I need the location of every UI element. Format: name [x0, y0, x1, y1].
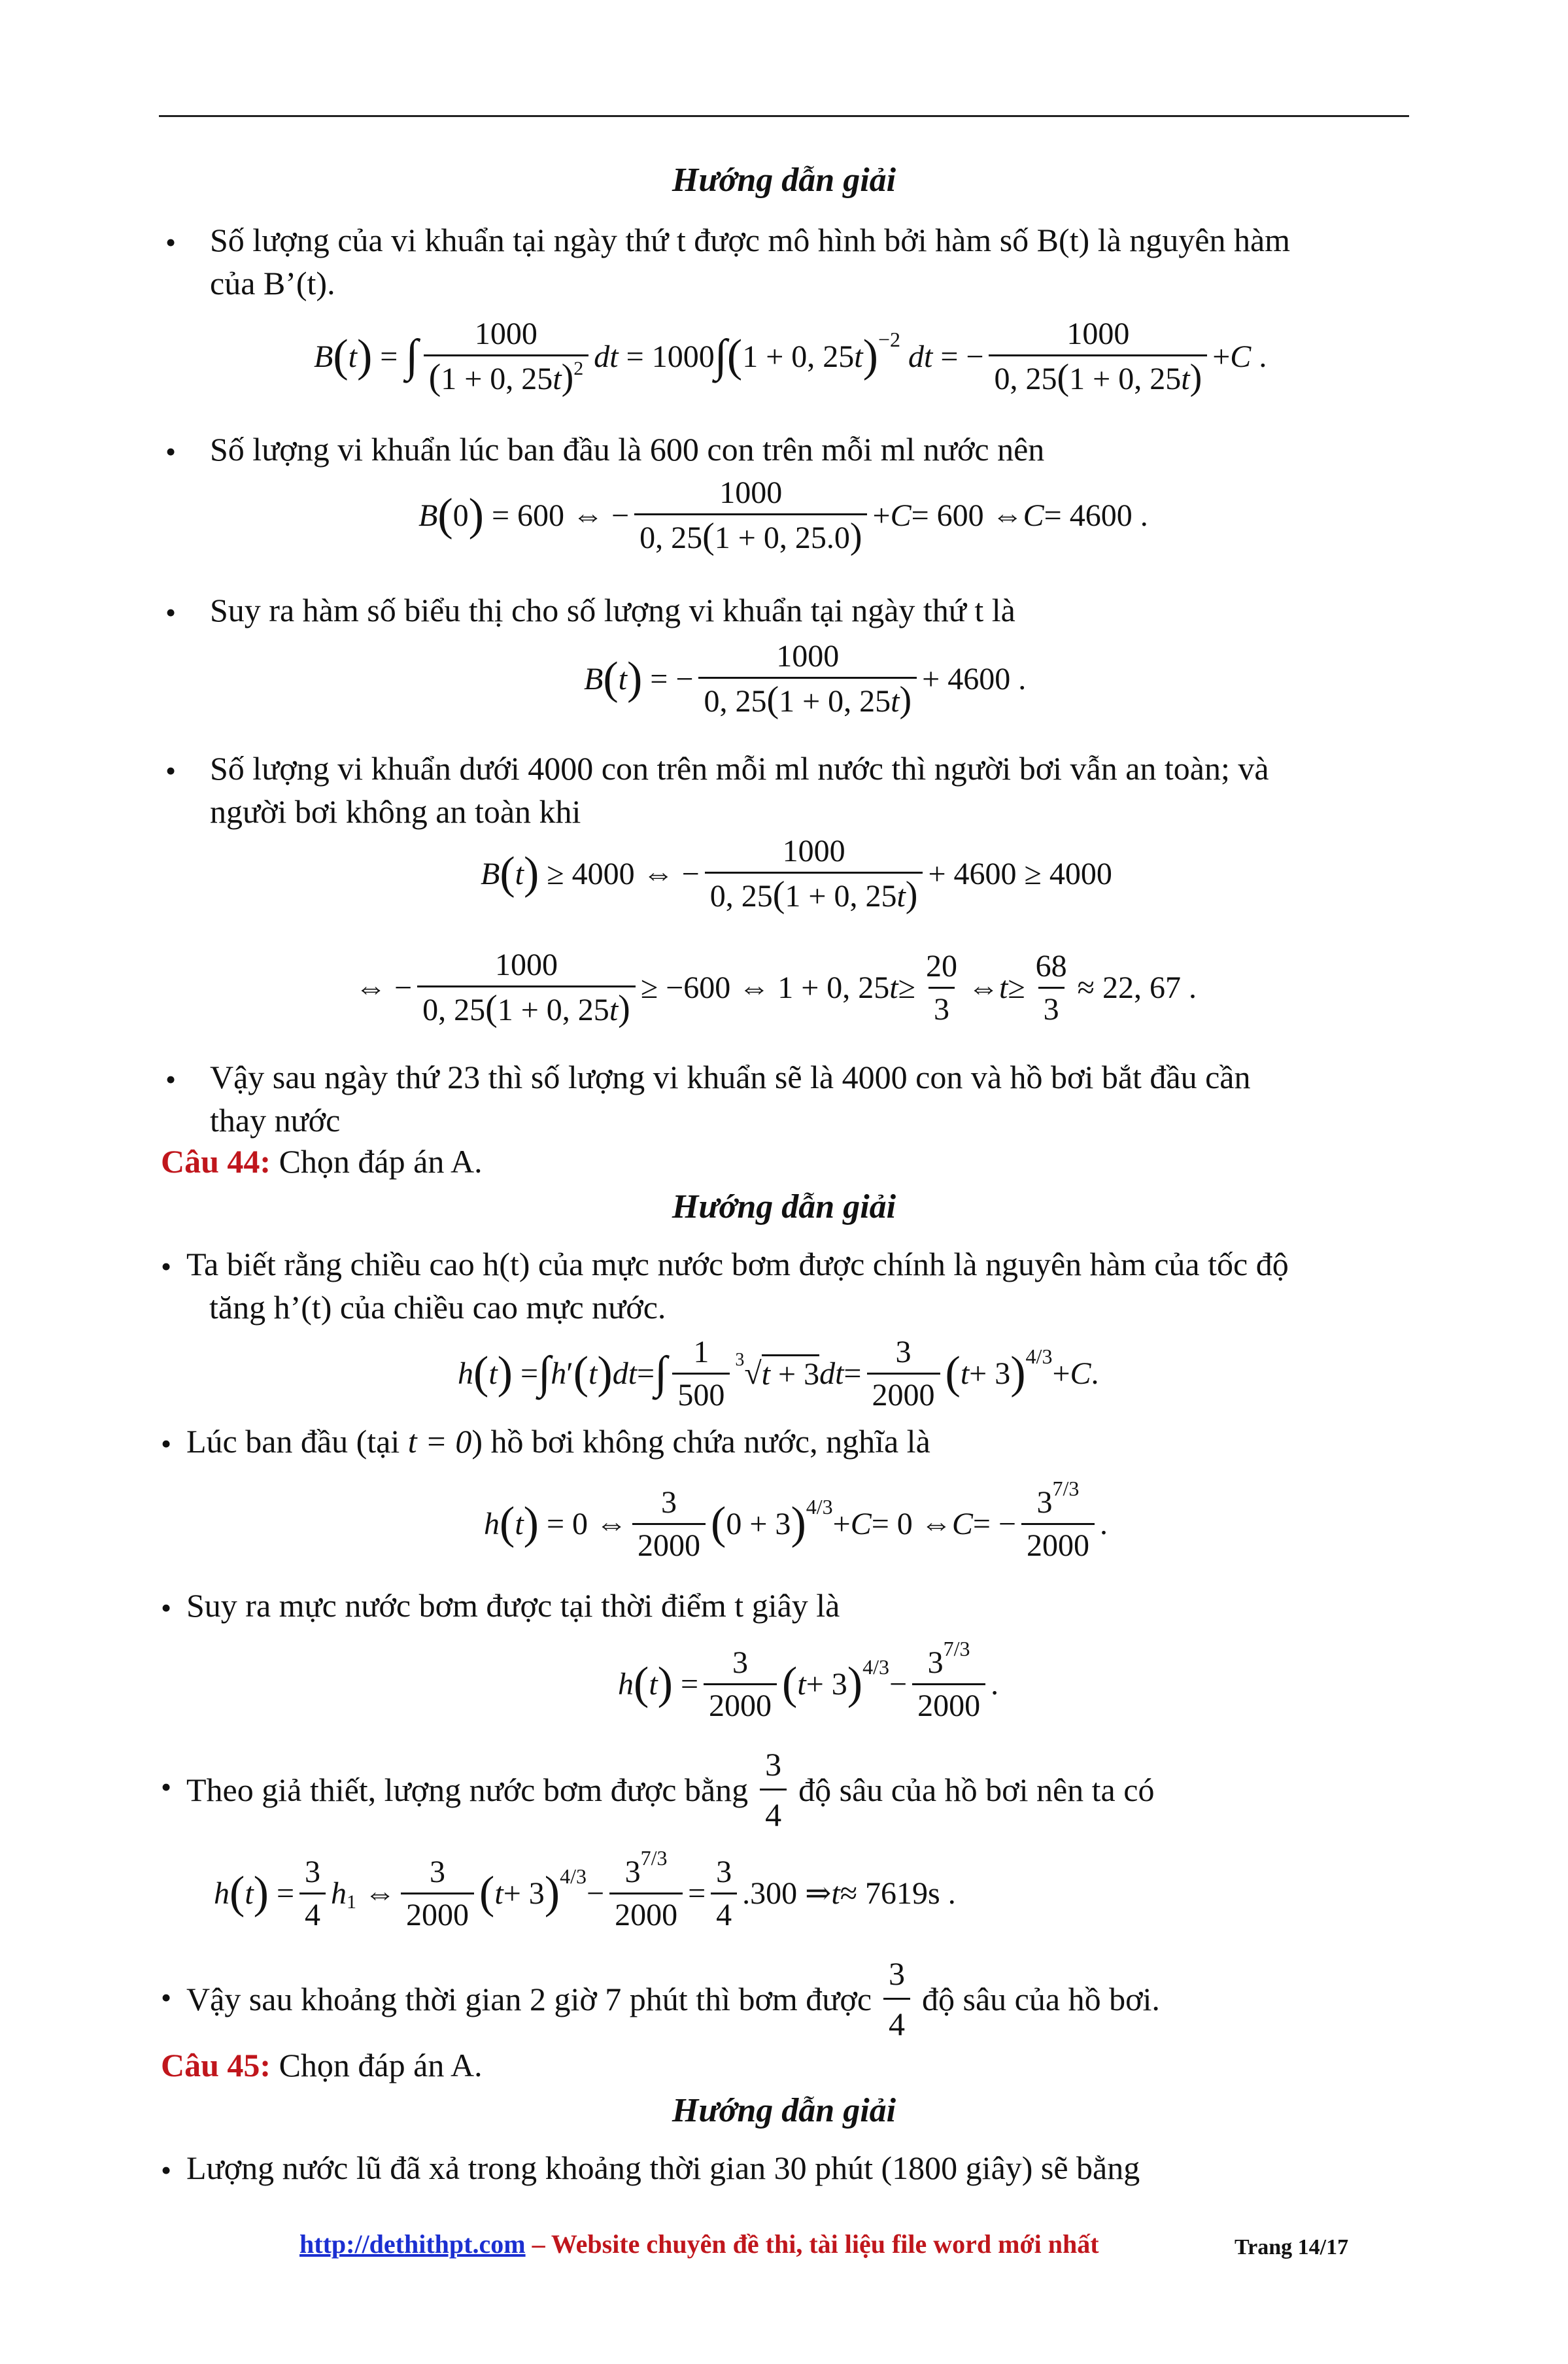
- question-44-answer-line: [161, 1140, 483, 1183]
- bullet-dot: •: [165, 226, 177, 259]
- bullet-dot: •: [165, 754, 177, 787]
- q43-b1-text: Số lượng của vi khuẩn tại ngày thứ t được mô hình bởi hàm số B(t) là nguyên hàm: [210, 222, 1291, 258]
- q43-bullet-1: [210, 218, 1406, 305]
- equation-bt-final: B ( t ) = − $\frac{1000}{0, 25(1 + 0, 25t)}$ + 4600 .: [584, 639, 1027, 720]
- equation-b0: B ( 0 ) = 600 ⇔ − $\frac{1000}{0, 25(1 + 0, 25.0)}$ + C = 600 ⇔ C = 4600 .: [418, 475, 1148, 557]
- q43-bullet-2: Số lượng vi khuẩn lúc ban đầu là 600 con trên mỗi ml nước nên: [210, 431, 1045, 468]
- bullet-dot: •: [165, 596, 177, 629]
- q43-b5-cont: thay nước: [210, 1102, 341, 1139]
- q43-bullet-5: [210, 1055, 1406, 1142]
- q44-b1-text: Ta biết rằng chiều cao h(t) của mực nước bơm được chính là nguyên hàm của tốc độ: [186, 1246, 1289, 1282]
- q45-answer: Chọn đáp án A.: [271, 2047, 483, 2083]
- equation-ht-integral: h ( t ) = ∫ h ′ ( t ) dt = ∫ $\frac{1}{500}$ 3 √ t + 3 dt = $\frac{3}{2000}$ ( t + 3 ) 4/3 + C .: [458, 1334, 1099, 1413]
- question-45-answer-line: [161, 2044, 483, 2087]
- bullet-dot: •: [161, 1591, 172, 1624]
- solution-heading: Hướng dẫn giải: [672, 162, 896, 199]
- q44-answer: Chọn đáp án A.: [271, 1143, 483, 1180]
- header-rule: [159, 115, 1409, 117]
- equation-inequality-2: ⇔ − $\frac{1000}{0, 25(1 + 0, 25t)}$ ≥ −600 ⇔ 1 + 0, 25 t ≥ $\frac{20}{3}$ ⇔ t ≥ $\frac{68}{3}$ ≈ 22, 67 .: [355, 948, 1197, 1029]
- q44-bullet-5: Vậy sau khoảng thời gian 2 giờ 7 phút thì bơm được $\frac{3}{4}$ độ sâu của hồ bơi.: [186, 1952, 1160, 2046]
- equation-three-quarters: h ( t ) = $\frac{3}{4}$ h 1 ⇔ $\frac{3}{2000}$ ( t + 3 ) 4/3 − $\frac{3^{7/3}}{2000}$ = $\frac{3}{4}$ .300 ⇒ t ≈ 7619s .: [214, 1845, 956, 1932]
- bullet-dot: •: [161, 1981, 172, 2014]
- q43-bullet-4: [210, 747, 1406, 833]
- q44-bullet-3: Suy ra mực nước bơm được tại thời điểm t giây là: [186, 1587, 840, 1624]
- bullet-dot: •: [161, 1250, 172, 1283]
- bullet-dot: •: [165, 435, 177, 468]
- q44-bullet-4: Theo giả thiết, lượng nước bơm được bằng $\frac{3}{4}$ độ sâu của hồ bơi nên ta có: [186, 1743, 1154, 1836]
- solution-heading: Hướng dẫn giải: [672, 1188, 896, 1225]
- footer: [299, 2229, 1099, 2259]
- q44-b2b: ) hồ bơi không chứa nước, nghĩa là: [471, 1423, 930, 1460]
- q44-b4b: độ sâu của hồ bơi nên ta có: [798, 1771, 1155, 1808]
- bullet-dot: •: [161, 2153, 172, 2187]
- q43-b5-text: Vậy sau ngày thứ 23 thì số lượng vi khuẩn sẽ là 4000 con và hồ bơi bắt đầu cần: [210, 1059, 1251, 1095]
- q44-b1-cont: tăng h’(t) của chiều cao mực nước.: [209, 1289, 666, 1326]
- footer-text: – Website chuyên đề thi, tài liệu file word mới nhất: [525, 2229, 1099, 2259]
- q43-b4-text: Số lượng vi khuẩn dưới 4000 con trên mỗi ml nước thì người bơi vẫn an toàn; và: [210, 750, 1269, 787]
- q44-b5a: Vậy sau khoảng thời gian 2 giờ 7 phút thì bơm được: [186, 1980, 872, 2017]
- q44-b2-eq: t = 0: [407, 1423, 472, 1460]
- solution-heading: Hướng dẫn giải: [672, 2092, 896, 2129]
- q45-label: Câu 45:: [161, 2047, 271, 2083]
- equation-bt-integral: B ( t ) = ∫ $\frac{1000}{(1 + 0, 25t)^2}$ dt = 1000 ∫ ( 1 + 0, 25 t ) −2 dt = − $\frac{1000}{0, 25(1 + 0, 25t)}$ + C .: [314, 317, 1267, 398]
- q44-label: Câu 44:: [161, 1143, 271, 1180]
- q45-bullet-1: Lượng nước lũ đã xả trong khoảng thời gian 30 phút (1800 giây) sẽ bằng: [186, 2150, 1140, 2186]
- footer-link[interactable]: http://dethithpt.com: [299, 2229, 526, 2259]
- equation-ht-result: h ( t ) = $\frac{3}{2000}$ ( t + 3 ) 4/3 − $\frac{3^{7/3}}{2000}$ .: [618, 1636, 999, 1723]
- bullet-dot: •: [165, 1063, 177, 1096]
- q44-b4a: Theo giả thiết, lượng nước bơm được bằng: [186, 1771, 749, 1808]
- q44-bullet-2: [186, 1420, 930, 1463]
- page-number: Trang 14/17: [1235, 2235, 1349, 2259]
- q44-bullet-1: [186, 1242, 1406, 1329]
- q43-b1-cont: của B’(t).: [210, 265, 335, 301]
- bullet-dot: •: [161, 1427, 172, 1460]
- equation-inequality-1: B ( t ) ≥ 4000 ⇔ − $\frac{1000}{0, 25(1 + 0, 25t)}$ + 4600 ≥ 4000: [481, 834, 1112, 915]
- q43-b4-cont: người bơi không an toàn khi: [210, 793, 581, 830]
- q44-b5b: độ sâu của hồ bơi.: [922, 1980, 1160, 2017]
- q44-b2a: Lúc ban đầu (tại: [186, 1423, 408, 1460]
- equation-h0: h ( t ) = 0 ⇔ $\frac{3}{2000}$ ( 0 + 3 ) 4/3 + C = 0 ⇔ C = − $\frac{3^{7/3}}{2000}$ .: [484, 1476, 1108, 1563]
- q43-bullet-3: Suy ra hàm số biểu thị cho số lượng vi khuẩn tại ngày thứ t là: [210, 592, 1015, 628]
- bullet-dot: •: [161, 1770, 172, 1804]
